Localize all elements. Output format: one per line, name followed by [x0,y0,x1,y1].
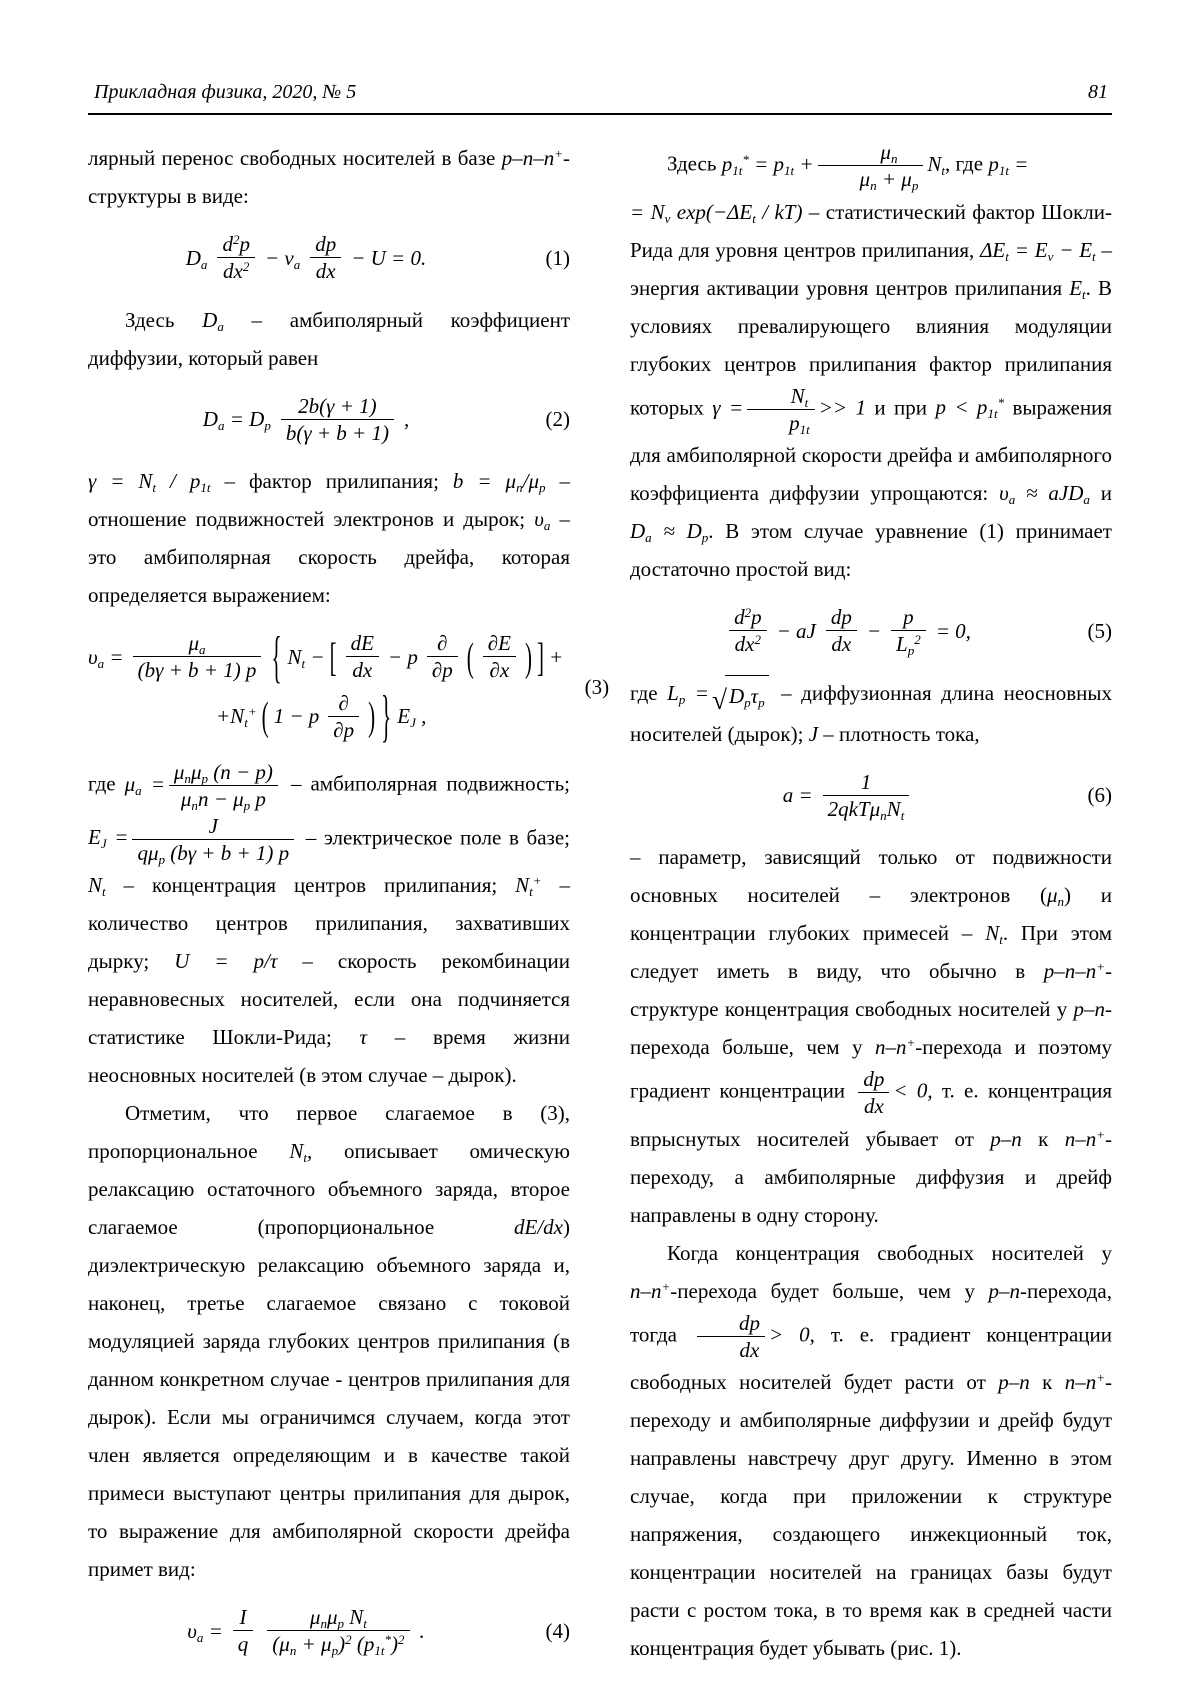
math-run: $b = \mu_n/\mu_p$ [452,469,546,495]
math-run: $\mu_n$ [1046,883,1065,910]
equation-6 [630,769,1112,823]
text-run: Отметим, что первое слагаемое в (3), пропорциональное [88,1101,570,1163]
right-paren-delimiter: ) [368,693,376,740]
text-run: к [1021,1126,1065,1151]
text-run: , т. е. градиент концентрации свободных носителей будет расти от [630,1322,1113,1395]
text-run: , описывает омическую релаксацию остаточного объемного заряда, второе слагаемое (пропорциональное [88,1139,570,1239]
text-run: -структуры в виде: [88,146,570,208]
math-run: $N_t^+$ [515,872,542,899]
numerator: J [208,813,218,838]
math-run: γ = [712,395,744,420]
math-run: U = p/τ [174,949,278,973]
numerator: dp [738,1310,760,1335]
equation-2 [88,393,570,447]
right-brace-delimiter: } [381,683,392,749]
text-run: -перехода больше, чем у [630,997,1112,1060]
inline-fraction [133,630,262,684]
math-run: $\mu_a$ = [124,771,165,798]
text-run: - структуре концентрация свободных носителей у [630,959,1112,1022]
text-run: – статистический фактор Шокли-Рида для уровня центров прилипания, [630,199,1112,262]
math-run: $E_J$ = [88,825,129,851]
numerator: $\mu_n\mu_p$ (n − p) [173,760,273,786]
text-run: – это амбиполярная скорость дрейфа, которая определяется выражением: [88,507,571,607]
math-run: + [548,644,564,669]
text-run: -переходу, а амбиполярные диффузия и дрейф направлены в одну сторону. [630,1126,1112,1227]
denominator: b(γ + b + 1) [281,419,394,446]
text-run: и [1089,481,1112,505]
math-run: $\upsilon_a \approx aJD_a$ [999,481,1090,507]
denominator: $(\mu_n + \mu_p)^2$ $(p_{1t}^*)^2$ [267,1630,409,1657]
denominator: dx [826,630,857,657]
math-run: = 0, [935,618,971,643]
right-paren-delimiter: ) [524,633,532,680]
math-run: $\Delta E_t = E_v - E_t$ [980,237,1096,264]
equation-label: (3) [584,674,610,699]
denominator: ∂p [427,656,458,683]
inline-fraction [217,231,255,285]
journal-title: Прикладная физика, 2020, № 5 [94,81,357,103]
text-run: – диффузионная длина неосновных носителей (дырок); [630,680,1112,746]
equation-1 [88,231,570,285]
equation-4 [88,1604,570,1658]
two-column-layout [88,139,1112,1674]
inline-fraction [483,630,516,684]
text-run: – амбиполярная подвижность; [281,771,570,796]
math-run: n–n+ [630,1278,671,1303]
text-run: . При этом следует иметь в виду, что обычно в [630,921,1112,984]
numerator: $d^2p$ [734,604,762,629]
equation-body [88,1604,524,1658]
math-run: $\upsilon_a$ = [187,1618,223,1645]
inline-fraction [729,604,767,658]
math-run: dE/dx [514,1215,563,1239]
math-run: $p < p_{1t}^*$ [935,394,1005,421]
math-run: $p_{1t}$ = [988,151,1029,178]
denominator: ∂p [328,716,359,743]
math-run: $L_p$ = [667,680,709,707]
text-run: к [1029,1370,1065,1395]
numerator: 2b(γ + 1) [298,393,377,418]
paragraph [630,838,1112,1234]
denominator: $2qkT\mu_nN_t$ [823,795,910,822]
denominator: $\mu_nn - \mu_p$ p [169,785,278,812]
math-run: $D_a$ [202,307,224,334]
inline-fraction [826,604,857,658]
denominator: ∂x [483,656,516,683]
paragraph [630,139,1112,588]
text-run: . В условиях превалирующего влияния модуляции глубоких центров прилипания фактор прилипания которых [630,275,1112,420]
numerator: $\mu_n$ [880,140,898,166]
radical-sign: √ [711,685,727,716]
page-number: 81 [1088,81,1108,103]
math-run: $D_a \approx D_p$ [630,519,709,545]
numerator: dp [863,1067,885,1092]
text-run: Здесь [667,151,722,176]
math-run: n–n+ [875,1035,916,1060]
math-run: = $N_v$ $\exp(-\Delta E_t / kT)$ [630,199,803,226]
denominator: $p_{1t}$ [747,409,815,436]
text-run: где [88,771,125,796]
text-run: выражения для амбиполярной скорости дрейфа и амбиполярного коэффициента диффузии упрощаются: [630,395,1113,505]
equation-body [88,231,524,285]
numerator: ∂E [487,631,511,655]
equation-body [88,393,524,447]
math-run: $N_t$ [985,921,1003,948]
text-run: – энергия активации уровня центров прилипания [630,237,1113,300]
paragraph-intro [88,139,570,215]
math-run: p–n [1073,997,1105,1022]
inline-fraction [281,393,394,447]
text-run: – концентрация центров прилипания; [105,873,516,897]
inline-fraction [132,813,294,867]
math-run: − [866,618,882,643]
equation-label: (1) [545,245,570,270]
left-column [88,139,610,1674]
math-run: > 0 [768,1322,810,1347]
text-run: . В этом случае уравнение (1) принимает достаточно простой вид: [630,519,1112,581]
inline-fraction [233,1604,254,1658]
left-paren-delimiter: ( [261,693,269,740]
inline-fraction [427,630,458,684]
text-run: где [630,680,668,705]
math-run: p–n [998,1370,1030,1395]
paragraph [630,674,1112,753]
math-run: p–n–n+ [501,145,563,170]
page-header [88,80,1112,115]
math-run: J [808,721,819,746]
text-run: ) диэлектрическую релаксацию объемного заряда и, наконец, третье слагаемое связано с токовой модуляцией заряда глубоких центров прилипания (в данном конкретном случае - центров прилипания для дырок). Если мы ограничимся случаем, когда этот член является определяющим и в качестве такой примеси выступают центры прилипания для дырок, то выражение для амбиполярной скорости дрейфа примет вид: [88,1215,570,1581]
paragraph [88,1094,570,1588]
text-run: – фактор прилипания; [210,469,453,493]
numerator: I [239,1605,247,1629]
text-run: -перехода будет больше, чем у [670,1278,989,1303]
math-run: − p [387,644,418,669]
text-run: -перехода и поэтому градиент концентрации [630,1035,1112,1103]
right-bracket-delimiter: ] [536,633,544,680]
math-run: n–n+ [1064,1370,1105,1395]
equation-label: (6) [1087,783,1112,808]
math-run: − U = 0. [351,245,427,270]
math-run: . [419,1618,425,1643]
radicand: $D_p\tau_p$ [725,675,769,715]
math-run: >> 1 [818,395,867,420]
denominator: dx [858,1092,889,1119]
equation-body [630,769,1066,823]
numerator: $\mu_a$ [188,631,206,657]
paragraph [630,1234,1112,1668]
numerator: 1 [860,769,872,794]
left-bracket-delimiter: [ [329,633,337,680]
text-run: – параметр, зависящий только от подвижности основных носителей – электронов ( [630,845,1112,908]
text-run: ) и концентрации глубоких примесей – [630,883,1112,946]
inline-fraction [267,1604,409,1658]
math-run: $N_t$ [88,873,106,899]
math-run: − $v_a$ [264,245,301,272]
paragraph [88,301,570,377]
text-run: – плотность тока, [818,721,980,746]
numerator: ∂ [338,690,349,715]
numerator: dp [830,605,852,629]
equation-3-line-1 [88,624,564,690]
inline-fraction [823,769,910,823]
equation-3-line-2 [216,683,563,749]
math-run: $\upsilon_a$ = [88,644,124,671]
denominator: dx [346,656,379,683]
text-run: , т. е. концентрация впрыснутых носителей убывает от [630,1078,1113,1151]
denominator: dx [697,1336,765,1363]
text-run: – отношение подвижностей электронов и дырок; [88,469,570,531]
math-run: < 0 [893,1078,928,1103]
numerator: $\mu_n\mu_p$ $N_t$ [309,1605,367,1631]
denominator: $dx^2$ [217,257,255,284]
numerator: ∂ [437,631,448,655]
math-run: $N_t$ − [287,644,325,671]
inline-fraction [818,139,924,193]
inline-fraction [747,383,815,437]
text-run: – электрическое поле в базе; [298,825,570,850]
math-run: $N_t$ [289,1139,307,1165]
text-run: – скорость рекомбинации неравновесных носителей, если она подчиняется статистике Шокли-Рида; [88,949,570,1049]
math-run: $\gamma = N_t / p_{1t}$ [88,469,211,495]
math-run: n–n+ [1064,1126,1105,1151]
math-run: p–n [988,1278,1021,1303]
equation-body [630,604,1066,658]
inline-fraction [891,604,926,658]
equation-body [88,624,564,749]
inline-fraction [858,1066,889,1120]
text-run: лярный перенос свободных носителей в базе [88,146,502,170]
inline-fraction [169,759,278,813]
math-run: $E_J$ , [397,704,427,731]
math-run: 1 − p [273,704,320,729]
numerator: p [903,605,914,629]
text-run: Здесь [125,307,203,332]
math-run: $D_a = D_p$ [202,407,271,434]
math-run: $+N_t^+$ [216,704,257,731]
math-run: − aJ [776,618,816,643]
paragraph [88,462,570,614]
right-column [630,139,1112,1674]
equation-3-block [88,624,564,749]
equation-3 [88,624,610,749]
denominator: $\mu_n + \mu_p$ [818,165,924,192]
inline-fraction [310,231,341,285]
left-paren-delimiter: ( [466,633,474,680]
denominator: dx [310,257,341,284]
denominator: $dx^2$ [729,630,767,657]
text-run: – количество центров прилипания, захвативших дырку; [88,873,571,973]
text-run: -переходу и амбиполярные диффузии и дрейф будут направлены навстречу друг другу. Именно в этом случае, когда при приложении к структуре напряжения, создающего инжекционный ток, концентрации носителей на границах базы будут расти с ростом тока, в то время как в средней части концентрация будет убывать (рис. 1). [630,1370,1112,1661]
math-run: $D_a$ [185,245,208,272]
inline-fraction [328,690,359,744]
equation-5 [630,604,1112,658]
inline-fraction [346,630,379,684]
square-root [712,675,769,715]
text-run: , где [944,151,989,176]
left-brace-delimiter: { [271,624,282,690]
inline-fraction [697,1310,765,1364]
numerator: dp [315,232,337,256]
math-run: $N_t$ [927,151,945,178]
math-run: a = [782,783,813,808]
text-run: и при [866,395,936,420]
text-run: -перехода, тогда [630,1278,1112,1347]
math-run: $\upsilon_a$ [534,507,551,533]
numerator: dE [350,631,374,655]
numerator: $N_t$ [790,383,809,410]
math-run: $p_{1t}^* = p_{1t}$ + [721,151,814,178]
text-run: – амбиполярный коэффициент диффузии, который равен [88,307,570,370]
denominator: $L_p^2$ [891,630,926,657]
math-run: p–n [990,1126,1022,1151]
math-run: $E_t$ [1069,275,1086,302]
text-run: Когда концентрация свободных носителей у [667,1240,1112,1265]
denominator: q [233,1630,254,1657]
math-run: p–n–n+ [1043,959,1105,984]
paragraph [88,759,570,1094]
math-run: τ [359,1025,368,1049]
numerator: $d^2p$ [222,231,250,256]
text-run: – время жизни неосновных носителей (в этом случае – дырок). [88,1025,570,1087]
equation-label: (5) [1087,618,1112,643]
math-run: , [403,407,410,432]
equation-label: (2) [545,407,570,432]
equation-label: (4) [545,1618,570,1643]
denominator: $q\mu_p$ (bγ + b + 1) p [132,839,294,866]
denominator: (bγ + b + 1) p [133,656,262,683]
